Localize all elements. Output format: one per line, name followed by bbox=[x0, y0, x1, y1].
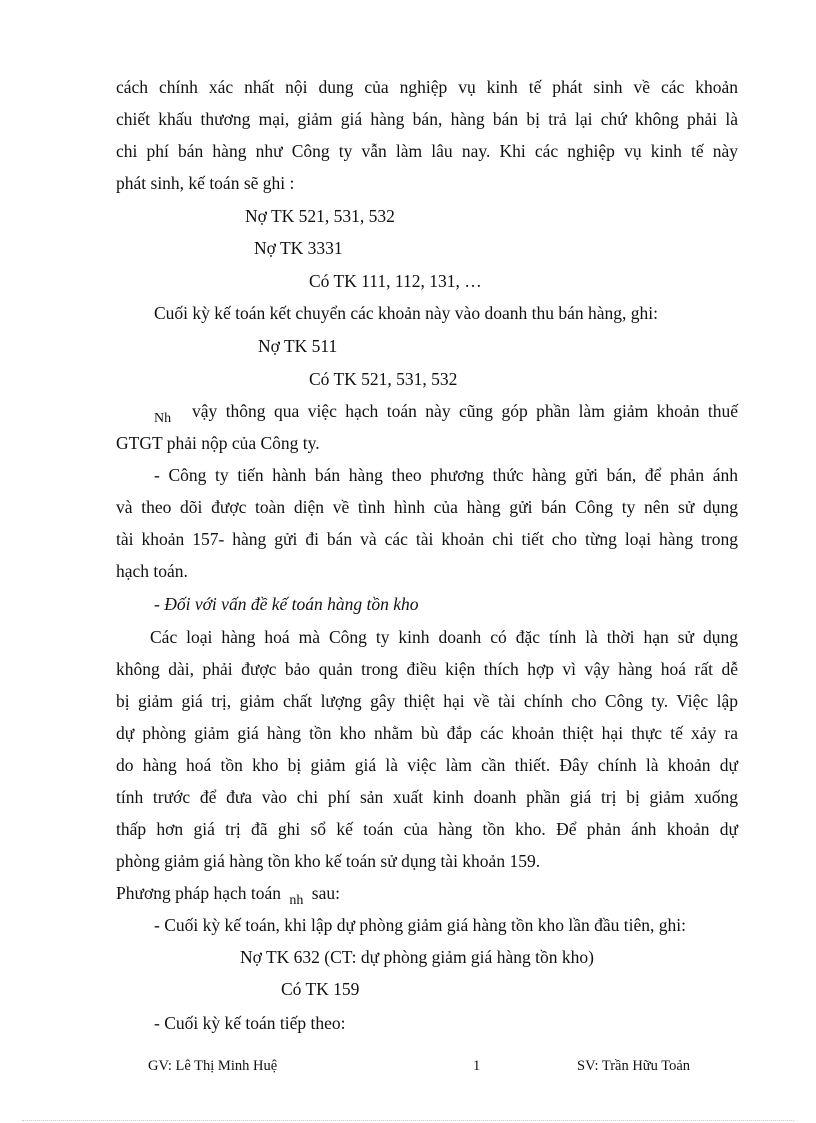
paragraph-line: Cuối kỳ kế toán kết chuyển các khoản này vào doanh thu bán hàng, ghi: bbox=[154, 303, 658, 323]
paragraph-text: vậy thông qua việc hạch toán này cũng góp phần làm giảm khoản thuế bbox=[192, 401, 738, 421]
inline-fragment: nh bbox=[289, 893, 304, 908]
paragraph-line: do hàng hoá tồn kho bị giảm giá là việc làm cần thiết. Đây chính là khoản dự bbox=[116, 755, 738, 775]
paragraph-line: hạch toán. bbox=[116, 561, 188, 581]
paragraph-line: phòng giảm giá hàng tồn kho kế toán sử dụng tài khoản 159. bbox=[116, 851, 541, 871]
paragraph-line: không dài, phải được bảo quản trong điều kiện thích hợp vì vậy hàng hoá rất dễ bbox=[116, 659, 738, 679]
footer-lecturer: GV: Lê Thị Minh Huệ bbox=[148, 1058, 278, 1074]
journal-entry-line: Có TK 521, 531, 532 bbox=[309, 369, 458, 389]
journal-entry-line: Có TK 111, 112, 131, … bbox=[309, 271, 482, 291]
paragraph-text: Phương pháp hạch toán bbox=[116, 883, 282, 903]
paragraph-line: dự phòng giảm giá hàng tồn kho nhằm bù đắp các khoản thiệt hại thực tế xảy ra bbox=[116, 723, 738, 743]
paragraph-line: - Công ty tiến hành bán hàng theo phương thức hàng gửi bán, để phản ánh bbox=[154, 465, 738, 485]
paragraph-line: tài khoản 157- hàng gửi đi bán và các tài khoản chi tiết cho từng loại hàng trong bbox=[116, 529, 738, 549]
paragraph-line: thấp hơn giá trị đã ghi sổ kế toán của hàng tồn kho. Để phản ánh khoản dự bbox=[116, 819, 738, 839]
journal-entry-line: Nợ TK 521, 531, 532 bbox=[245, 206, 395, 226]
footer-student: SV: Trần Hữu Toản bbox=[577, 1058, 691, 1074]
paragraph-line bbox=[154, 400, 738, 425]
inline-fragment: Nh bbox=[154, 411, 172, 426]
section-heading: - Đối với vấn đề kế toán hàng tồn kho bbox=[154, 594, 419, 614]
paragraph-line: chi phí bán hàng như Công ty vẫn làm lâu nay. Khi các nghiệp vụ kinh tế này bbox=[116, 141, 738, 161]
paragraph-line: và theo dõi được toàn diện về tình hình của hàng gửi bán Công ty nên sử dụng bbox=[116, 497, 738, 517]
journal-entry-line: Có TK 159 bbox=[281, 979, 360, 999]
paragraph-line: - Cuối kỳ kế toán tiếp theo: bbox=[154, 1013, 346, 1033]
paragraph-line bbox=[116, 882, 340, 907]
journal-entry-line: Nợ TK 511 bbox=[258, 336, 338, 356]
paragraph-line: Các loại hàng hoá mà Công ty kinh doanh có đặc tính là thời hạn sử dụng bbox=[150, 627, 738, 647]
paragraph-line: tính trước để đưa vào chi phí sản xuất kinh doanh phần giá trị bị giảm xuống bbox=[116, 787, 738, 807]
journal-entry-line: Nợ TK 632 (CT: dự phòng giảm giá hàng tồn kho) bbox=[240, 947, 594, 967]
footer-page-number: 1 bbox=[473, 1058, 481, 1074]
paragraph-line: - Cuối kỳ kế toán, khi lập dự phòng giảm giá hàng tồn kho lần đầu tiên, ghi: bbox=[154, 915, 686, 935]
paragraph-text: sau: bbox=[311, 883, 340, 903]
paragraph-line: chiết khấu thương mại, giảm giá hàng bán, hàng bán bị trả lại chứ không phải là bbox=[116, 109, 738, 129]
paragraph-line: GTGT phải nộp của Công ty. bbox=[116, 433, 320, 453]
paragraph-line: phát sinh, kế toán sẽ ghi : bbox=[116, 173, 295, 193]
page-bottom-divider bbox=[22, 1120, 794, 1121]
journal-entry-line: Nợ TK 3331 bbox=[254, 238, 343, 258]
paragraph-line: bị giảm giá trị, giảm chất lượng gây thiệt hại về tài chính cho Công ty. Việc lập bbox=[116, 691, 738, 711]
paragraph-line: cách chính xác nhất nội dung của nghiệp vụ kinh tế phát sinh về các khoản bbox=[116, 77, 738, 97]
